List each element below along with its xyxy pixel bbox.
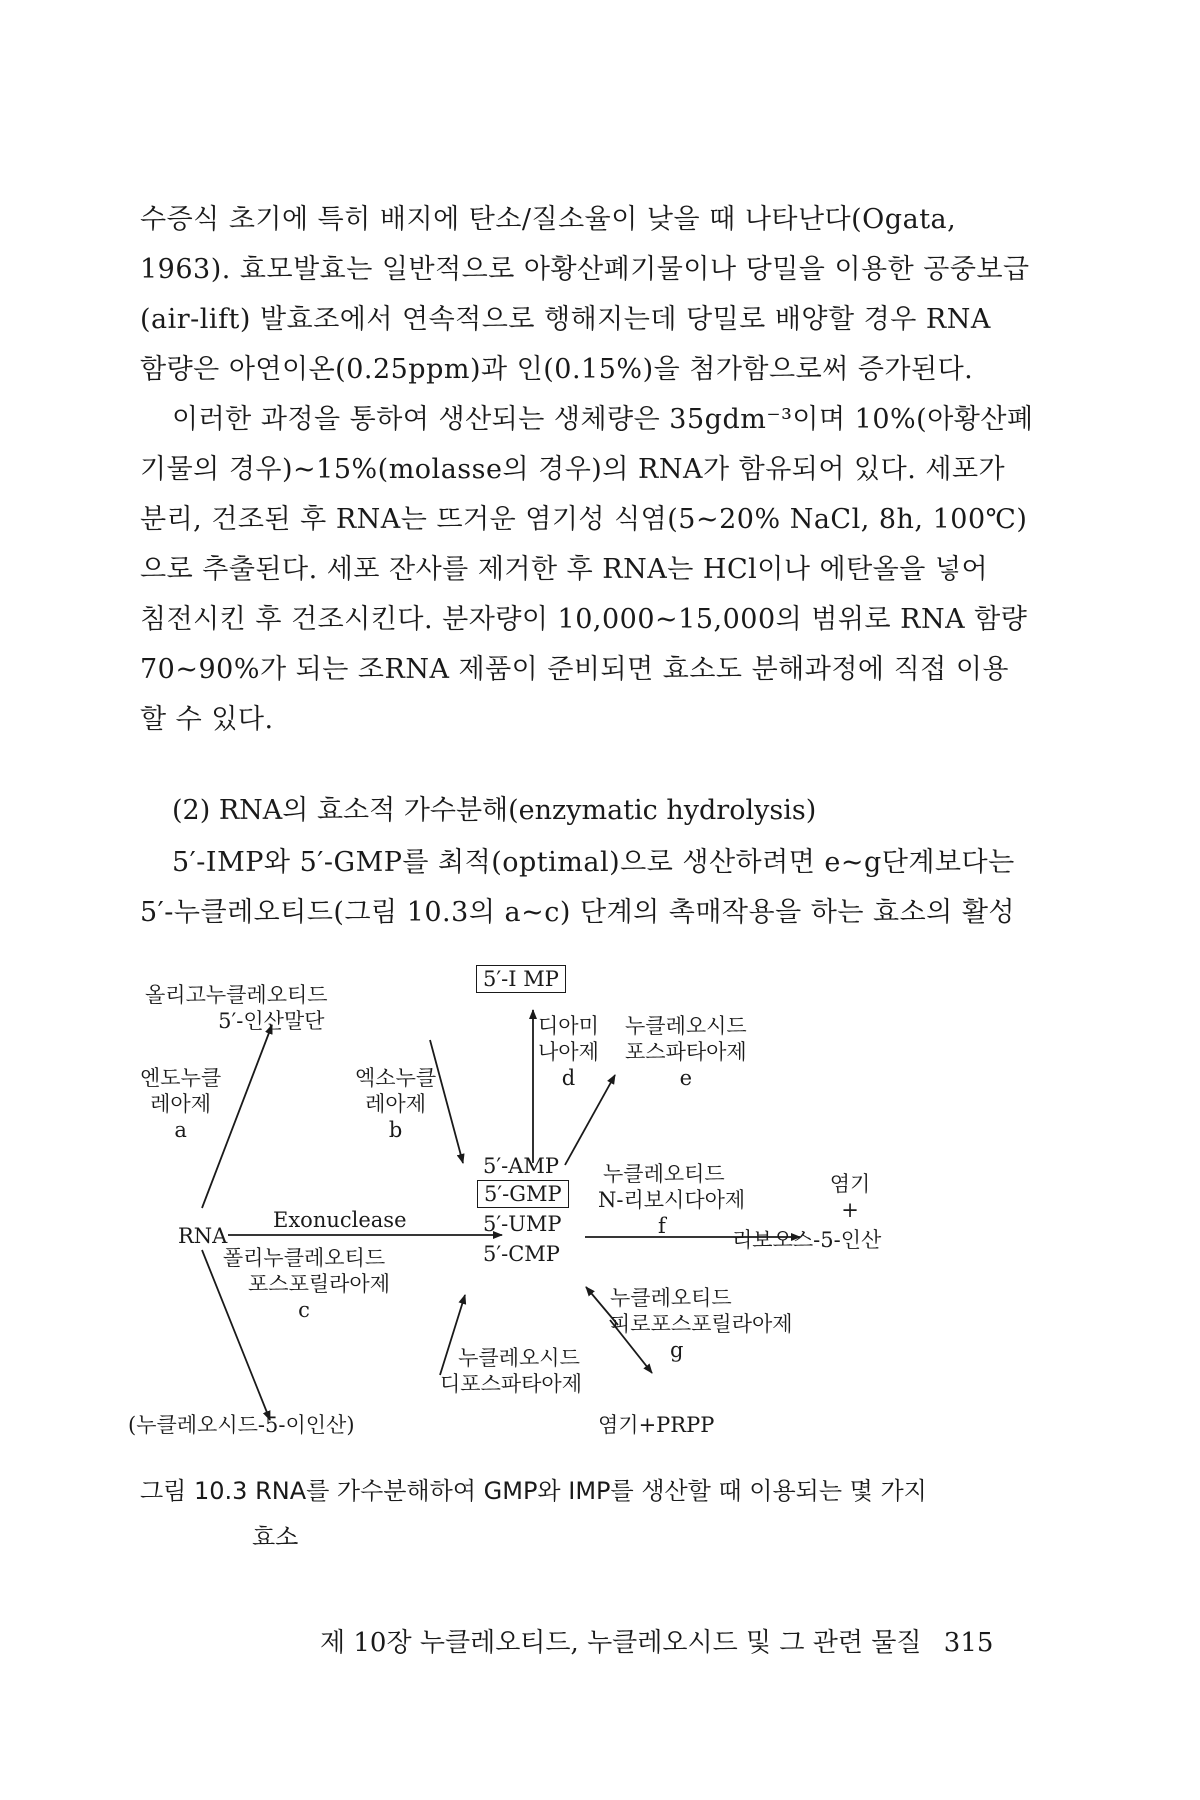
enzyme-b-label: 엑소누클 레아제 b — [355, 1066, 437, 1142]
oligo-line-1: 올리고누클레오티드 — [145, 983, 328, 1007]
oligonucleotide-label — [145, 982, 328, 1034]
enzyme-e-label: 누클레오시드 포스파타아제 e — [625, 1014, 747, 1090]
amp-node: 5′-AMP — [483, 1154, 560, 1178]
text-line: 70~90%가 되는 조RNA 제품이 준비되면 효소도 분해과정에 직접 이용 — [140, 654, 1009, 685]
text-line: 1963). 효모발효는 일반적으로 아황산폐기물이나 당밀을 이용한 공중보급 — [140, 254, 1030, 285]
text-line: 기물의 경우)~15%(molasse의 경우)의 RNA가 함유되어 있다. 세포가 — [140, 454, 1006, 485]
ribose-phosphate-node: 리보오스-5-인산 — [732, 1228, 882, 1252]
figure-caption — [140, 1468, 927, 1560]
paragraph-1 — [140, 195, 1030, 395]
products-label — [800, 1171, 900, 1223]
enzyme-a-label: 엔도누클 레아제 a — [140, 1066, 222, 1142]
text-line: 할 수 있다. — [140, 704, 274, 735]
enzyme-f-label: 누클레오티드 N-리보시다아제 f — [598, 1162, 746, 1238]
figure-10-3-diagram — [128, 965, 1040, 1445]
paragraph-2 — [140, 395, 1034, 745]
ump-node: 5′-UMP — [483, 1212, 562, 1236]
page-footer — [320, 1622, 993, 1659]
text-line: (air-lift) 발효조에서 연속적으로 행해지는데 당밀로 배양할 경우 RNA — [140, 304, 991, 335]
exonuclease-label: Exonuclease — [273, 1208, 407, 1232]
imp-box: 5′-I MP — [476, 965, 566, 993]
base-text: 염기 — [829, 1172, 871, 1196]
text-line: 분리, 건조된 후 RNA는 뜨거운 염기성 식염(5~20% NaCl, 8h, 100℃) — [140, 504, 1028, 535]
diphosphatase-label: 누클레오시드 디포스파타아제 — [440, 1346, 583, 1396]
paragraph-3 — [140, 838, 1016, 938]
text-line: 함량은 아연이온(0.25ppm)과 인(0.15%)을 첨가함으로써 증가된다. — [140, 354, 974, 385]
base-prpp-node: 염기+PRPP — [598, 1413, 715, 1437]
enzyme-c-label: 폴리누클레오티드 포스포릴라아제 c — [222, 1246, 391, 1322]
cmp-node: 5′-CMP — [483, 1242, 560, 1266]
text-line: 이러한 과정을 통하여 생산되는 생체량은 35gdm⁻³이며 10%(아황산폐 — [172, 404, 1034, 435]
nucleoside-diphosphate-node: (누클레오시드-5-이인산) — [128, 1413, 355, 1437]
section-heading: (2) RNA의 효소적 가수분해(enzymatic hydrolysis) — [172, 795, 817, 826]
chapter-title: 제 10장 누클레오티드, 누클레오시드 및 그 관련 물질 — [320, 1628, 922, 1658]
text-line: 5′-누클레오티드(그림 10.3의 a~c) 단계의 촉매작용을 하는 효소의 활성 — [140, 897, 1016, 928]
page-number: 315 — [943, 1628, 994, 1658]
oligo-line-2: 5′-인산말단 — [218, 1009, 325, 1033]
enzyme-d-label: 디아미 나아제 d — [538, 1014, 599, 1090]
rna-node: RNA — [178, 1224, 228, 1248]
enzyme-g-label: 누클레오티드 피로포스포릴라아제 g — [610, 1286, 793, 1362]
text-line: 침전시킨 후 건조시킨다. 분자량이 10,000~15,000의 범위로 RNA 함량 — [140, 604, 1028, 635]
plus-sign: + — [841, 1198, 859, 1222]
text-line: 으로 추출된다. 세포 잔사를 제거한 후 RNA는 HCl이나 에탄올을 넣어 — [140, 554, 989, 585]
text-line: 5′-IMP와 5′-GMP를 최적(optimal)으로 생산하려면 e~g단계보다는 — [172, 847, 1015, 878]
caption-line-1: 그림 10.3 RNA를 가수분해하여 GMP와 IMP를 생산할 때 이용되는 몇 가지 — [140, 1477, 927, 1505]
text-line: 수증식 초기에 특히 배지에 탄소/질소율이 낮을 때 나타난다(Ogata, — [140, 204, 957, 235]
gmp-box: 5′-GMP — [477, 1180, 569, 1208]
caption-line-2: 효소 — [252, 1523, 299, 1551]
